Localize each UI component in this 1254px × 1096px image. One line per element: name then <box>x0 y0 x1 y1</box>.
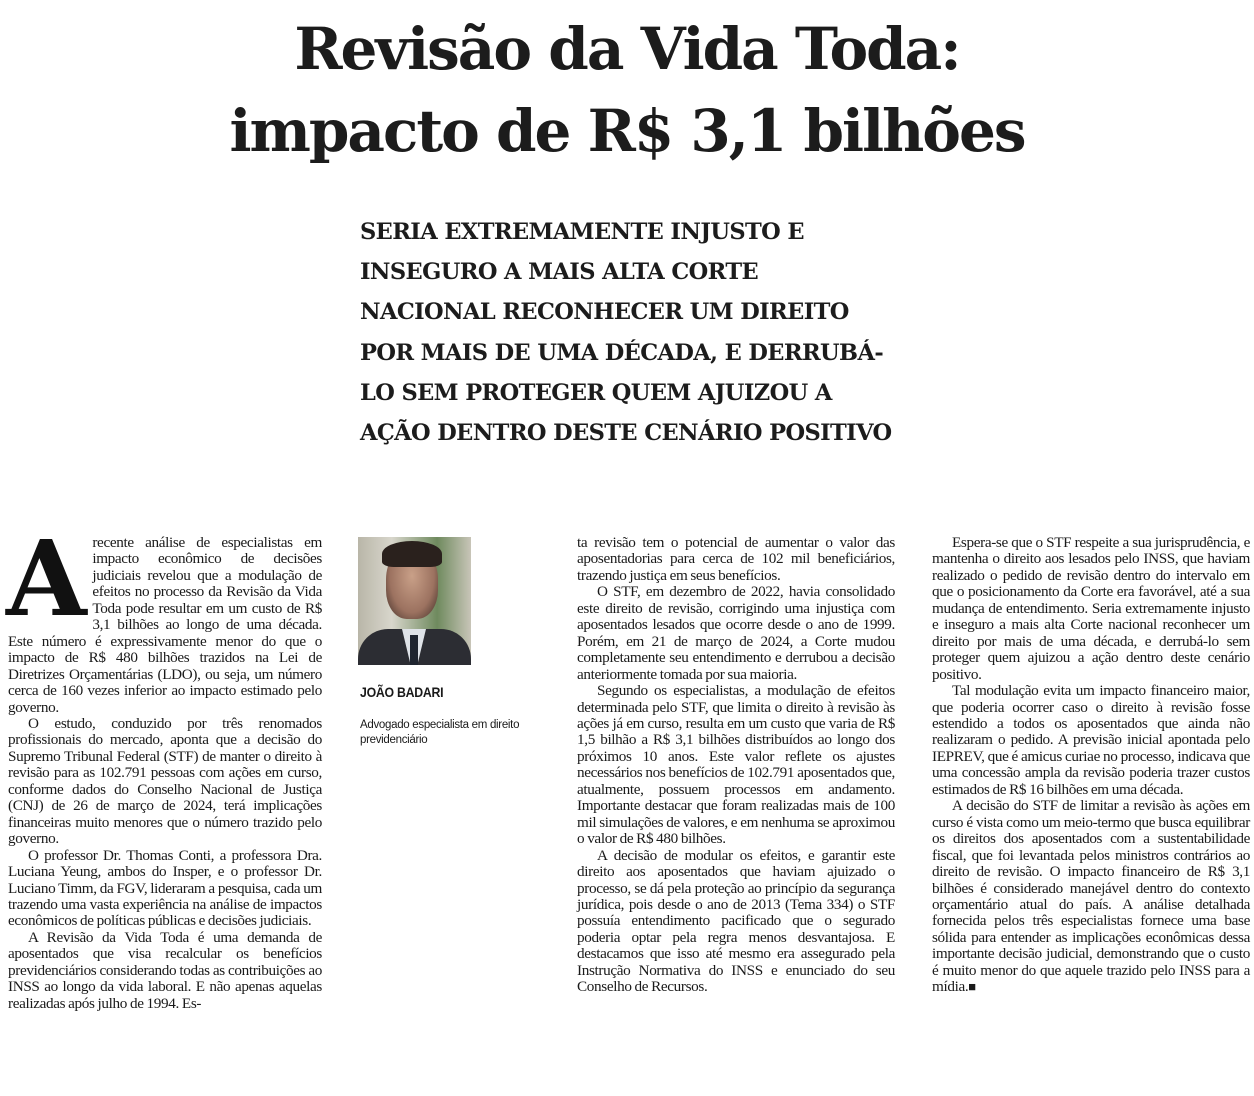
drop-cap: A <box>6 517 87 640</box>
paragraph: A decisão do STF de limitar a revisão às ações em curso é vista como um meio-termo que busca equilibrar os direitos dos aposentados com a sustentabilidade fiscal, que foi levantada pelos ministros contrários ao direito de revisão. O impacto financeiro de R$ 3,1 bilhões é considerado manejável dentro do contexto orçamentário atual do país. A análise detalhada fornecida pelos três especialistas fornece uma base sólida para entender as implicações econômicas dessa importante decisão judicial, demonstrando que o custo é muito menor do que aquele trazido pelo INSS para a mídia.■ <box>932 797 1250 996</box>
paragraph: Espera-se que o STF respeite a sua jurisprudência, e mantenha o direito aos lesados pelo INSS, que haviam realizado o pedido de revisão dentro do intervalo em que o posicionamento da Corte era favorável, até a sua mudança de entendimento. Seria extremamente injusto e inseguro a mais alta Corte nacional reconhecer um direito por mais de uma década, e derrubá-lo sem proteger quem ajuizou a ação dentro deste cenário positivo. <box>932 534 1250 683</box>
paragraph: O STF, em dezembro de 2022, havia consolidado este direito de revisão, corrigindo uma injustiça com aposentados lesados que ocorre desde o ano de 1999. Porém, em 21 de março de 2024, a Corte mudou completamente seu entendimento e derrubou a decisão anteriormente tomada por sua maioria. <box>577 583 895 683</box>
paragraph: Tal modulação evita um impacto financeiro maior, que poderia ocorrer caso o direito à revisão fosse estendido a todos os aposentados que ainda não realizaram o pedido. A previsão inicial apontada pelo IEPREV, que é amicus curiae no processo, indicava que uma concessão ampla da revisão poderia trazer custos estimados de R$ 16 bilhões em uma década. <box>932 682 1250 798</box>
paragraph: Segundo os especialistas, a modulação de efeitos determinada pelo STF, que limita o direito à revisão às ações já em curso, resulta em um custo que varia de R$ 1,5 bilhão a R$ 3,1 bilhões distribuídos ao longo dos próximos 10 anos. Este valor reflete os ajustes necessários nos benefícios de 102.791 aposentados que, atualmente, possuem processos em andamento. Importante destacar que foram realizadas mais de 100 mil simulações de valores, e em nenhuma se aproximou o valor de R$ 480 bilhões. <box>577 682 895 848</box>
author-name: JOÃO BADARI <box>360 684 444 700</box>
paragraph: A decisão de modular os efeitos, e garantir este direito aos aposentados que haviam ajuizado o processo, se dá pela proteção ao princípio da segurança jurídica, pois desde o ano de 2013 (Tema 334) o STF possuía entendimento pacificado que o segurado poderia optar pela regra menos desvantajosa. E destacamos que isso até mesmo era assegurado pela Instrução Normativa do INSS e enunciado do seu Conselho de Recursos. <box>577 846 895 996</box>
author-photo <box>358 537 471 665</box>
headline-line-2: impacto de R$ 3,1 bilhões <box>229 97 1025 165</box>
headline-line-1: Revisão da Vida Toda: <box>294 15 960 83</box>
author-bio: Advogado especialista em direito previdenciário <box>360 719 520 746</box>
paragraph: O estudo, conduzido por três renomados profissionais do mercado, aponta que a decisão do Supremo Tribunal Federal (STF) de manter o direito à revisão para as 102.791 pessoas com ações em curso, conforme dados do Conselho Nacional de Justiça (CNJ) de 26 de março de 2024, terá implicações financeiras muito menores que o número trazido pelo governo. <box>8 714 322 848</box>
paragraph: A Revisão da Vida Toda é uma demanda de aposentados que visa recalcular os benefícios previdenciários considerando todas as contribuições ao INSS ao longo da vida laboral. E não apenas aquelas realizadas após julho de 1994. Es- <box>8 928 322 1012</box>
headline <box>0 8 1254 172</box>
article-column-4 <box>932 535 1250 996</box>
paragraph: ta revisão tem o potencial de aumentar o valor das aposentadorias para cerca de 102 mil beneficiários, trazendo justiça em seus benefícios. <box>577 534 895 584</box>
paragraph: Arecente análise de especialistas em impacto econômico de decisões judiciais revelou que a modulação de efeitos no processo da Revisão da Vida Toda pode resultar em um custo de R$ 3,1 bilhões ao longo de uma década. Este número é expressivamente menor do que o impacto de R$ 480 bilhões trazidos na Lei de Diretrizes Orçamentárias (LDO), ou seja, um número cerca de 160 vezes inferior ao impacto estimado pelo governo. <box>6 517 322 716</box>
paragraph: O professor Dr. Thomas Conti, a professora Dra. Luciana Yeung, ambos do Insper, e o professor Dr. Luciano Timm, da FGV, lideraram a pesquisa, cada um trazendo uma vasta experiência na análise de impactos econômicos de políticas públicas e decisões judiciais. <box>8 846 322 930</box>
pull-quote: SERIA EXTREMAMENTE INJUSTO E INSEGURO A MAIS ALTA CORTE NACIONAL RECONHECER UM DIREITO POR MAIS DE UMA DÉCADA, E DERRUBÁ-LO SEM PROTEGER QUEM AJUIZOU A AÇÃO DENTRO DESTE CENÁRIO POSITIVO <box>360 219 892 447</box>
end-mark-icon: ■ <box>968 979 976 995</box>
article-column-3 <box>577 535 895 996</box>
article-column-1 <box>6 517 322 1012</box>
